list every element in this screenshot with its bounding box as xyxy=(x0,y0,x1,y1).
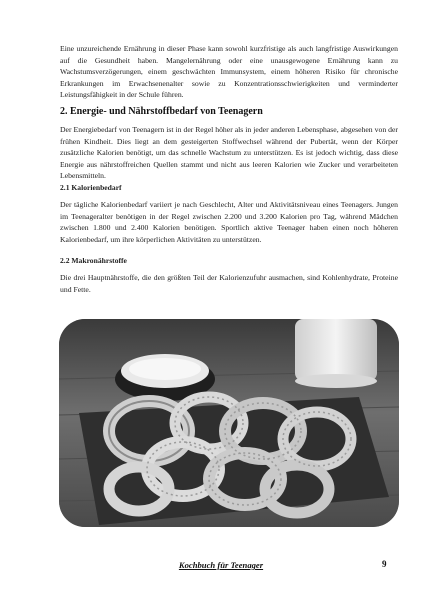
section-2-1-heading: 2.1 Kalorienbedarf xyxy=(60,183,122,192)
page-number: 9 xyxy=(382,559,387,569)
section-2-2-heading: 2.2 Makronährstoffe xyxy=(60,256,127,265)
intro-paragraph: Eine unzureichende Ernährung in dieser Phase kann sowohl kurzfristige als auch langfristige Auswirkungen auf die Gesundheit haben. Mangelernährung oder eine unausgewogene Ernährung kann zu Wachstumsverzögerungen, einem geschwächten Immunsystem, einem höheren Risiko für chronische Erkrankungen im Erwachsenenalter sowie zu Konzentrationsschwierigkeiten und verminderter Leistungsfähigkeit in der Schule führen. xyxy=(60,44,398,100)
section-2-1-paragraph: Der tägliche Kalorienbedarf variiert je nach Geschlecht, Alter und Aktivitätsniveau eines Teenagers. Jungen im Teenageralter benötigen in der Regel zwischen 2.200 und 3.200 Kalorien pro Tag, während Mädchen zwischen 1.800 und 2.400 Kalorien benötigen. Sportlich aktive Teenager haben einen noch höheren Kalorienbedarf, um ihre körperlichen Aktivitäten zu unterstützen. xyxy=(60,200,398,244)
section-2-2-paragraph: Die drei Hauptnährstoffe, die den größten Teil der Kalorienzufuhr ausmachen, sind Kohlenhydrate, Proteine und Fette. xyxy=(60,273,398,294)
onion-rings-photo xyxy=(59,319,399,527)
footer-book-title: Kochbuch für Teenager xyxy=(178,560,264,570)
section-2-paragraph: Der Energiebedarf von Teenagern ist in der Regel höher als in jeder anderen Lebensphase, abgesehen von der frühen Kindheit. Dies liegt an dem gesteigerten Stoffwechsel während der Pubertät, wenn der Körper zusätzliche Kalorien benötigt, um das schnelle Wachstum zu unterstützen. Es ist jedoch wichtig, dass diese Energie aus nährstoffreichen Quellen stammt und nicht aus leeren Kalorien wie Zucker und verarbeiteten Lebensmitteln. xyxy=(60,125,398,181)
section-2-heading: 2. Energie- und Nährstoffbedarf von Teenagern xyxy=(60,106,263,117)
